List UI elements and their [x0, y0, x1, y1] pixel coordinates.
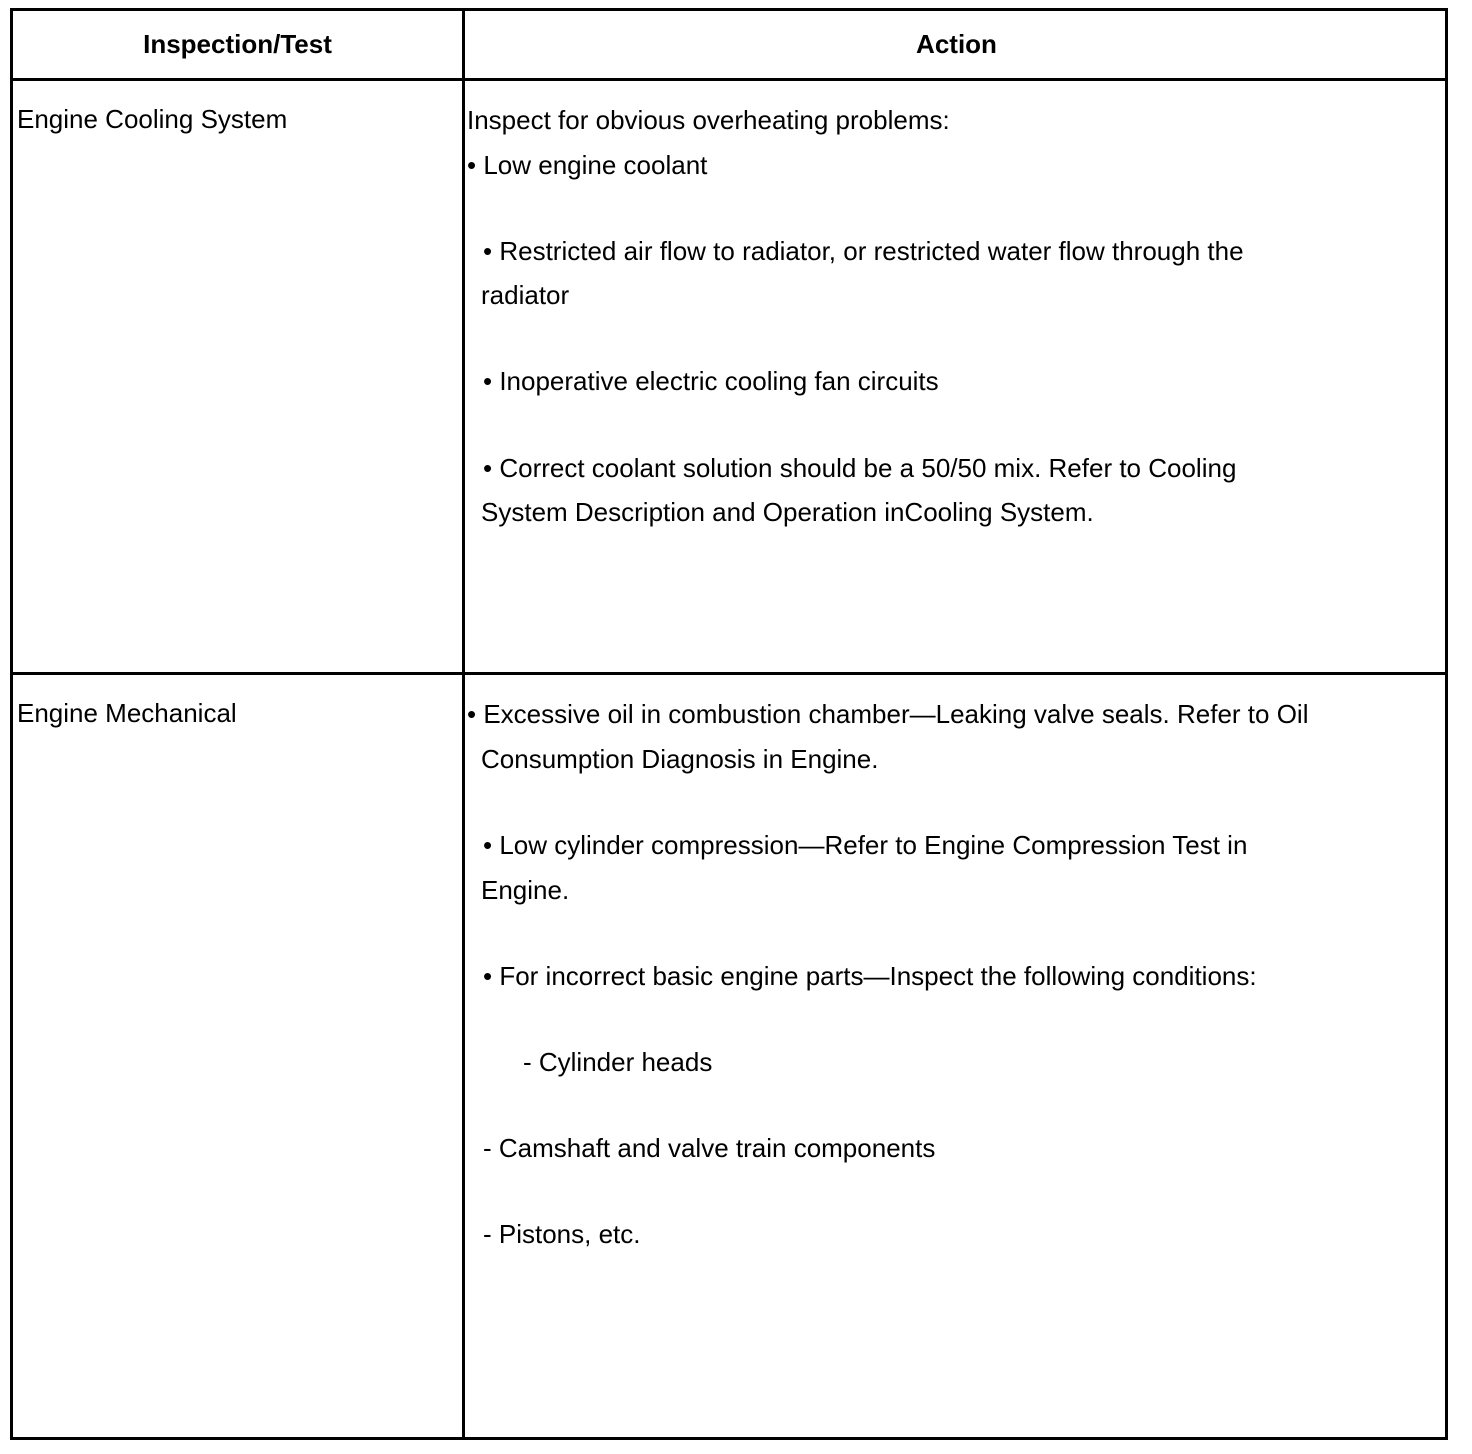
row-1-action-line: • Low engine coolant — [467, 150, 708, 180]
diagnostic-table — [10, 8, 1448, 1440]
header-inspection: Inspection/Test — [143, 29, 332, 59]
row-2-action-line: • Low cylinder compression—Refer to Engine Compression Test in — [483, 830, 1248, 860]
row-2-action-line: Consumption Diagnosis in Engine. — [481, 744, 879, 774]
row-2-action-line: • For incorrect basic engine parts—Inspect the following conditions: — [483, 961, 1257, 991]
row-2-action-line: • Excessive oil in combustion chamber—Leaking valve seals. Refer to Oil — [467, 699, 1309, 729]
row-2-action-line: - Pistons, etc. — [483, 1219, 641, 1249]
row-1-inspection: Engine Cooling System — [17, 104, 288, 134]
row-2-action-line: - Camshaft and valve train components — [483, 1133, 936, 1163]
row-1-action-line: radiator — [481, 280, 570, 310]
row-1-action-line: • Correct coolant solution should be a 50/50 mix. Refer to Cooling — [483, 453, 1237, 483]
column-divider — [462, 11, 465, 1437]
header-action: Action — [916, 29, 997, 59]
row-1-action-line: System Description and Operation inCooling System. — [481, 497, 1094, 527]
row-2-inspection: Engine Mechanical — [17, 698, 237, 728]
row-2-action-line: Engine. — [481, 875, 570, 905]
row-2-action-line: - Cylinder heads — [523, 1047, 713, 1077]
row-divider — [13, 672, 1445, 675]
row-1-action-line: • Restricted air flow to radiator, or restricted water flow through the — [483, 236, 1244, 266]
header-divider — [13, 78, 1445, 81]
row-1-action-line: • Inoperative electric cooling fan circuits — [483, 366, 939, 396]
row-1-action-line: Inspect for obvious overheating problems: — [467, 105, 950, 135]
